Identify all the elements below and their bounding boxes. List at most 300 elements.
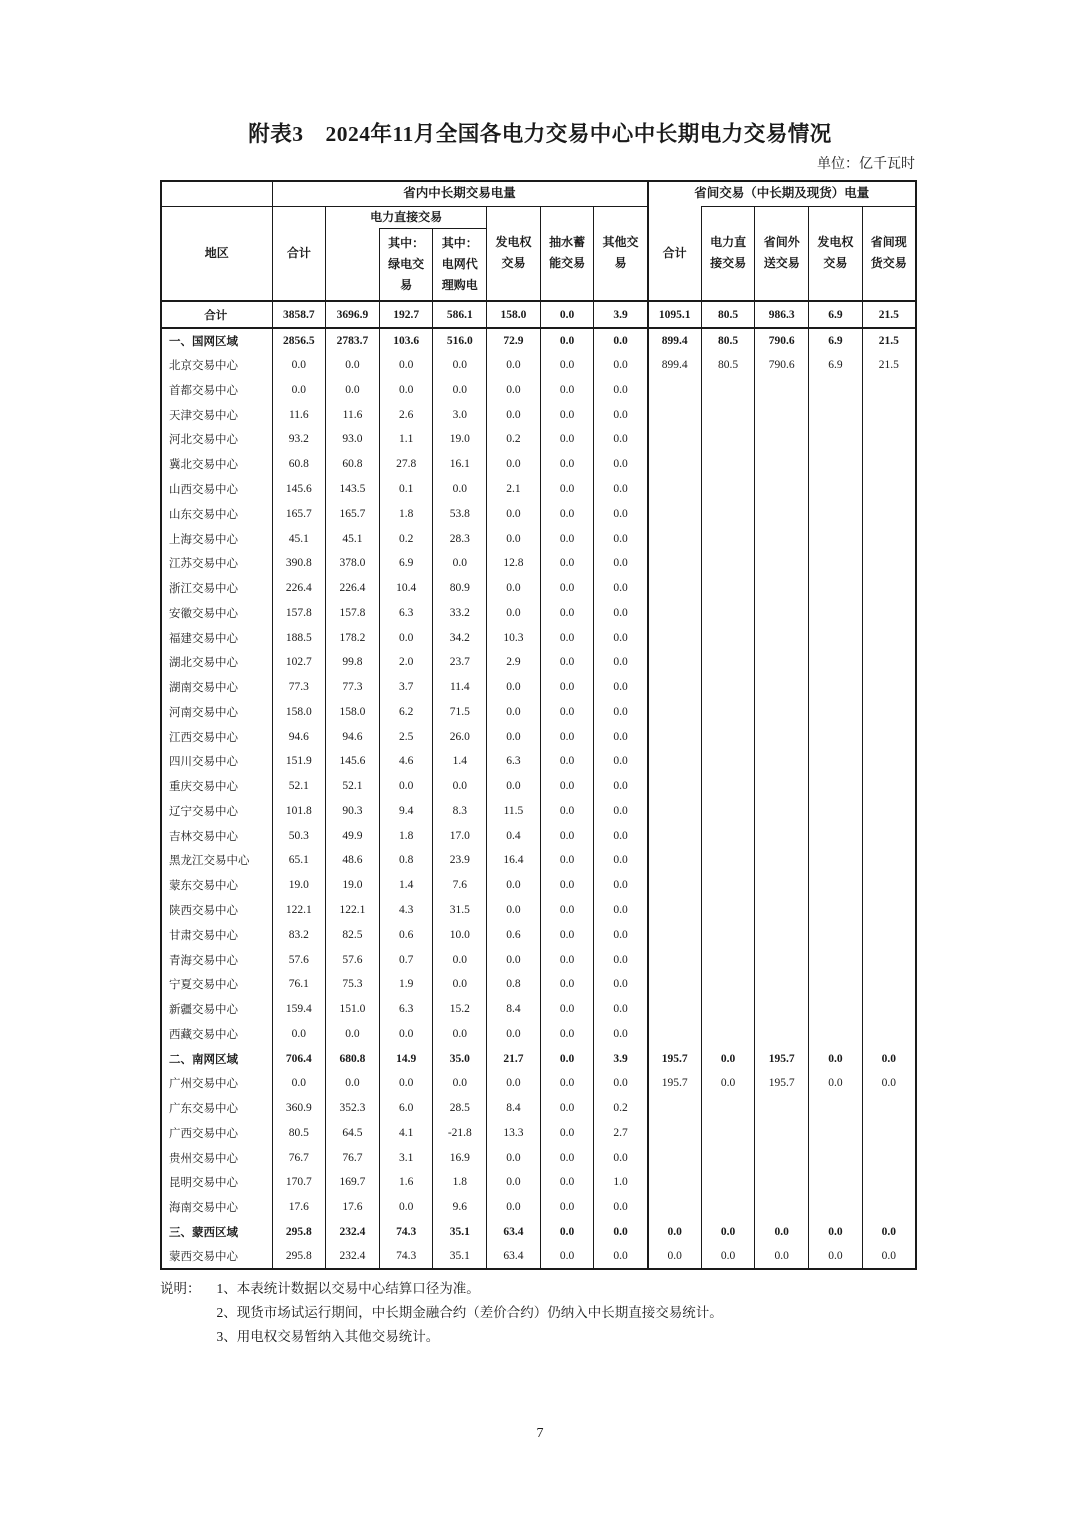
value-cell: 0.0 — [379, 625, 433, 650]
value-cell: 12.8 — [487, 551, 541, 576]
value-cell: 0.0 — [540, 997, 594, 1022]
table-row — [161, 848, 916, 873]
value-cell: 0.0 — [487, 402, 541, 427]
unit-label: 单位：亿千瓦时 — [817, 157, 915, 172]
value-cell — [701, 724, 755, 749]
value-cell: 99.8 — [326, 650, 380, 675]
value-cell: 3.0 — [433, 402, 487, 427]
table-row — [161, 452, 916, 477]
value-cell: 72.9 — [487, 328, 541, 353]
value-cell: 0.0 — [433, 1021, 487, 1046]
value-cell — [755, 402, 809, 427]
value-cell: 0.0 — [540, 1195, 594, 1220]
value-cell — [809, 551, 863, 576]
value-cell — [862, 774, 916, 799]
value-cell — [701, 625, 755, 650]
value-cell: 3858.7 — [272, 301, 326, 328]
value-cell — [701, 997, 755, 1022]
value-cell — [862, 823, 916, 848]
value-cell: 0.0 — [594, 328, 648, 353]
value-cell — [755, 526, 809, 551]
value-cell: 0.0 — [540, 1121, 594, 1146]
value-cell: 0.0 — [809, 1071, 863, 1096]
value-cell: 1.4 — [433, 749, 487, 774]
value-cell — [755, 1096, 809, 1121]
value-cell: 195.7 — [648, 1071, 702, 1096]
value-cell — [701, 600, 755, 625]
value-cell: 0.0 — [540, 1096, 594, 1121]
value-cell: 295.8 — [272, 1220, 326, 1245]
value-cell: 0.0 — [487, 1195, 541, 1220]
value-cell: 178.2 — [326, 625, 380, 650]
value-cell: 0.0 — [540, 848, 594, 873]
value-cell: 0.6 — [379, 922, 433, 947]
value-cell — [755, 898, 809, 923]
value-cell: 0.0 — [379, 1071, 433, 1096]
value-cell: 0.0 — [487, 501, 541, 526]
region-cell: 二、南网区域 — [169, 1053, 238, 1066]
value-cell — [809, 675, 863, 700]
value-cell: 0.0 — [326, 1071, 380, 1096]
region-cell: 青海交易中心 — [169, 954, 238, 967]
value-cell: 680.8 — [326, 1046, 380, 1071]
value-cell: 226.4 — [272, 576, 326, 601]
value-cell: 3.1 — [379, 1145, 433, 1170]
value-cell: 6.0 — [379, 1096, 433, 1121]
power-trading-table — [160, 180, 917, 1270]
value-cell: 0.0 — [487, 947, 541, 972]
value-cell: 0.0 — [487, 1145, 541, 1170]
value-cell: 0.0 — [648, 1244, 702, 1269]
value-cell — [862, 1121, 916, 1146]
value-cell — [701, 898, 755, 923]
value-cell: 57.6 — [272, 947, 326, 972]
value-cell: 11.5 — [487, 799, 541, 824]
table-row — [161, 699, 916, 724]
value-cell: 0.0 — [540, 1220, 594, 1245]
value-cell — [701, 402, 755, 427]
value-cell: 0.0 — [433, 477, 487, 502]
region-cell: 河南交易中心 — [169, 706, 238, 719]
page-number: 7 — [536, 1426, 544, 1441]
value-cell: 94.6 — [326, 724, 380, 749]
value-cell: 0.2 — [487, 427, 541, 452]
value-cell — [809, 749, 863, 774]
value-cell: 93.2 — [272, 427, 326, 452]
value-cell: 31.5 — [433, 898, 487, 923]
value-cell — [701, 947, 755, 972]
value-cell — [701, 1195, 755, 1220]
value-cell: 77.3 — [326, 675, 380, 700]
value-cell — [809, 1021, 863, 1046]
value-cell: 0.0 — [540, 378, 594, 403]
value-cell — [648, 947, 702, 972]
value-cell: 10.0 — [433, 922, 487, 947]
value-cell — [648, 625, 702, 650]
region-cell: 浙江交易中心 — [169, 583, 238, 596]
value-cell: 706.4 — [272, 1046, 326, 1071]
value-cell: 6.9 — [809, 328, 863, 353]
value-cell: 0.0 — [487, 378, 541, 403]
value-cell: 0.0 — [540, 774, 594, 799]
value-cell — [862, 1195, 916, 1220]
value-cell — [809, 1170, 863, 1195]
value-cell: 0.0 — [487, 1021, 541, 1046]
table-row — [161, 724, 916, 749]
value-cell: 0.4 — [487, 823, 541, 848]
value-cell: 169.7 — [326, 1170, 380, 1195]
table-row — [161, 353, 916, 378]
value-cell: 45.1 — [272, 526, 326, 551]
value-cell: 0.0 — [594, 997, 648, 1022]
value-cell: 158.0 — [326, 699, 380, 724]
header-intra-total: 合计 — [272, 206, 326, 301]
value-cell: 6.9 — [809, 353, 863, 378]
value-cell: 0.0 — [272, 1021, 326, 1046]
value-cell: 28.5 — [433, 1096, 487, 1121]
value-cell: 6.9 — [809, 301, 863, 328]
value-cell — [701, 452, 755, 477]
header-intra-direct: 电力直接交易 — [326, 206, 487, 228]
value-cell: 21.7 — [487, 1046, 541, 1071]
value-cell — [701, 774, 755, 799]
value-cell: 0.0 — [540, 922, 594, 947]
value-cell — [809, 799, 863, 824]
header-intra-other: 其他交易 — [594, 206, 648, 301]
value-cell: 83.2 — [272, 922, 326, 947]
value-cell: 0.0 — [540, 1046, 594, 1071]
value-cell — [648, 997, 702, 1022]
value-cell: 63.4 — [487, 1244, 541, 1269]
value-cell — [755, 650, 809, 675]
value-cell: 8.3 — [433, 799, 487, 824]
table-row — [161, 873, 916, 898]
value-cell: 71.5 — [433, 699, 487, 724]
header-inter-group: 省间交易（中长期及现货）电量 — [648, 181, 916, 206]
region-cell: 重庆交易中心 — [169, 781, 238, 794]
header-intra-pumped-storage: 抽水蓄能交易 — [540, 206, 594, 301]
value-cell: 0.0 — [433, 353, 487, 378]
value-cell: 93.0 — [326, 427, 380, 452]
value-cell — [862, 600, 916, 625]
value-cell — [648, 823, 702, 848]
value-cell — [755, 1170, 809, 1195]
value-cell: 50.3 — [272, 823, 326, 848]
value-cell: 0.0 — [540, 1071, 594, 1096]
value-cell: 0.0 — [487, 452, 541, 477]
region-cell: 海南交易中心 — [169, 1202, 238, 1215]
value-cell: 2.1 — [487, 477, 541, 502]
value-cell — [809, 823, 863, 848]
value-cell: 170.7 — [272, 1170, 326, 1195]
value-cell: 195.7 — [755, 1046, 809, 1071]
value-cell — [862, 1096, 916, 1121]
value-cell: 0.0 — [594, 625, 648, 650]
value-cell: 0.0 — [272, 1071, 326, 1096]
value-cell: 0.0 — [594, 848, 648, 873]
region-cell: 湖南交易中心 — [169, 682, 238, 695]
value-cell: 195.7 — [755, 1071, 809, 1096]
value-cell — [648, 1170, 702, 1195]
value-cell — [809, 477, 863, 502]
value-cell: 101.8 — [272, 799, 326, 824]
value-cell — [701, 378, 755, 403]
value-cell — [648, 898, 702, 923]
value-cell: 4.1 — [379, 1121, 433, 1146]
value-cell: 16.9 — [433, 1145, 487, 1170]
value-cell: 0.0 — [594, 1021, 648, 1046]
value-cell: 3.7 — [379, 675, 433, 700]
value-cell: 0.0 — [540, 898, 594, 923]
value-cell: 0.0 — [594, 600, 648, 625]
value-cell — [755, 452, 809, 477]
notes-lines — [217, 1277, 921, 1349]
table-row — [161, 997, 916, 1022]
value-cell — [809, 947, 863, 972]
region-cell: 江苏交易中心 — [169, 558, 238, 571]
value-cell: 17.6 — [272, 1195, 326, 1220]
value-cell — [701, 1021, 755, 1046]
table-row — [161, 1071, 916, 1096]
value-cell: 19.0 — [272, 873, 326, 898]
value-cell: 0.8 — [487, 972, 541, 997]
value-cell: 2.9 — [487, 650, 541, 675]
header-intra-direct-green: 其中：绿电交易 — [379, 228, 433, 301]
value-cell — [809, 774, 863, 799]
value-cell — [755, 625, 809, 650]
value-cell: 74.3 — [379, 1220, 433, 1245]
value-cell: 0.0 — [594, 402, 648, 427]
value-cell: 0.0 — [701, 1244, 755, 1269]
value-cell: 0.0 — [594, 873, 648, 898]
value-cell — [648, 650, 702, 675]
value-cell: 0.0 — [809, 1244, 863, 1269]
value-cell: 232.4 — [326, 1220, 380, 1245]
header-inter-spot: 省间现货交易 — [862, 206, 916, 301]
value-cell — [809, 848, 863, 873]
value-cell — [862, 997, 916, 1022]
value-cell — [648, 402, 702, 427]
value-cell: 0.0 — [540, 353, 594, 378]
value-cell: 0.0 — [540, 402, 594, 427]
value-cell: 26.0 — [433, 724, 487, 749]
value-cell: 0.0 — [540, 1145, 594, 1170]
value-cell: 195.7 — [648, 1046, 702, 1071]
value-cell: 2.0 — [379, 650, 433, 675]
value-cell: 0.0 — [540, 947, 594, 972]
value-cell: 1.1 — [379, 427, 433, 452]
table-body — [161, 301, 916, 1269]
value-cell: 0.0 — [487, 576, 541, 601]
value-cell: 0.0 — [487, 774, 541, 799]
region-cell: 贵州交易中心 — [169, 1152, 238, 1165]
table-row — [161, 576, 916, 601]
value-cell: 0.0 — [540, 501, 594, 526]
header-intra-direct-spacer — [326, 228, 380, 301]
value-cell — [648, 922, 702, 947]
value-cell: 0.0 — [594, 724, 648, 749]
region-cell: 河北交易中心 — [169, 434, 238, 447]
value-cell: 0.0 — [433, 972, 487, 997]
value-cell — [809, 1195, 863, 1220]
value-cell — [701, 749, 755, 774]
header-region: 地区 — [161, 206, 272, 301]
value-cell: 0.0 — [594, 1145, 648, 1170]
value-cell: 3696.9 — [326, 301, 380, 328]
value-cell — [809, 576, 863, 601]
value-cell: 0.0 — [540, 873, 594, 898]
value-cell: 0.0 — [594, 1071, 648, 1096]
value-cell — [755, 1145, 809, 1170]
value-cell — [701, 1121, 755, 1146]
value-cell: 57.6 — [326, 947, 380, 972]
value-cell: 0.2 — [594, 1096, 648, 1121]
table-header — [161, 181, 916, 301]
value-cell: 0.0 — [540, 328, 594, 353]
value-cell: 360.9 — [272, 1096, 326, 1121]
notes-label: 说明： — [160, 1281, 201, 1296]
value-cell: 80.9 — [433, 576, 487, 601]
value-cell: 0.0 — [272, 353, 326, 378]
value-cell: 75.3 — [326, 972, 380, 997]
value-cell: 0.0 — [540, 724, 594, 749]
value-cell: 102.7 — [272, 650, 326, 675]
value-cell: 4.6 — [379, 749, 433, 774]
value-cell: 28.3 — [433, 526, 487, 551]
value-cell: 0.0 — [594, 551, 648, 576]
table-row — [161, 774, 916, 799]
value-cell — [755, 972, 809, 997]
value-cell: 23.9 — [433, 848, 487, 873]
value-cell — [862, 501, 916, 526]
value-cell: 0.0 — [540, 823, 594, 848]
value-cell — [755, 699, 809, 724]
value-cell: 0.0 — [594, 526, 648, 551]
table-row — [161, 301, 916, 328]
value-cell — [648, 378, 702, 403]
value-cell — [648, 501, 702, 526]
value-cell: -21.8 — [433, 1121, 487, 1146]
value-cell: 390.8 — [272, 551, 326, 576]
value-cell: 0.0 — [487, 600, 541, 625]
value-cell: 0.0 — [594, 650, 648, 675]
value-cell: 0.0 — [540, 1170, 594, 1195]
value-cell — [648, 972, 702, 997]
value-cell — [862, 526, 916, 551]
value-cell: 232.4 — [326, 1244, 380, 1269]
header-inter-outbound: 省间外送交易 — [755, 206, 809, 301]
value-cell: 0.0 — [379, 1195, 433, 1220]
value-cell — [755, 675, 809, 700]
value-cell: 74.3 — [379, 1244, 433, 1269]
table-row — [161, 501, 916, 526]
value-cell — [755, 873, 809, 898]
value-cell: 80.5 — [701, 328, 755, 353]
value-cell: 0.0 — [487, 1071, 541, 1096]
value-cell — [755, 1021, 809, 1046]
value-cell — [755, 947, 809, 972]
value-cell: 17.6 — [326, 1195, 380, 1220]
value-cell: 35.0 — [433, 1046, 487, 1071]
value-cell: 0.0 — [755, 1244, 809, 1269]
value-cell: 2856.5 — [272, 328, 326, 353]
region-cell: 冀北交易中心 — [169, 459, 238, 472]
value-cell: 0.0 — [594, 699, 648, 724]
value-cell — [648, 452, 702, 477]
table-row — [161, 600, 916, 625]
value-cell: 0.0 — [594, 749, 648, 774]
value-cell — [809, 898, 863, 923]
value-cell: 8.4 — [487, 997, 541, 1022]
value-cell: 23.7 — [433, 650, 487, 675]
value-cell: 16.1 — [433, 452, 487, 477]
value-cell: 0.0 — [540, 1021, 594, 1046]
value-cell — [809, 1121, 863, 1146]
table-row — [161, 1121, 916, 1146]
value-cell: 64.5 — [326, 1121, 380, 1146]
value-cell: 0.0 — [540, 452, 594, 477]
value-cell: 0.0 — [594, 576, 648, 601]
table-row — [161, 947, 916, 972]
value-cell — [755, 749, 809, 774]
value-cell — [755, 799, 809, 824]
table-row — [161, 1096, 916, 1121]
value-cell — [862, 477, 916, 502]
value-cell: 145.6 — [272, 477, 326, 502]
value-cell: 8.4 — [487, 1096, 541, 1121]
value-cell: 0.0 — [540, 699, 594, 724]
value-cell: 0.2 — [379, 526, 433, 551]
value-cell — [809, 922, 863, 947]
value-cell: 0.0 — [701, 1220, 755, 1245]
value-cell: 76.7 — [272, 1145, 326, 1170]
value-cell — [701, 427, 755, 452]
header-intra-group: 省内中长期交易电量 — [272, 181, 648, 206]
value-cell — [862, 724, 916, 749]
value-cell: 80.5 — [272, 1121, 326, 1146]
region-cell: 首都交易中心 — [169, 384, 238, 397]
value-cell: 1.8 — [433, 1170, 487, 1195]
value-cell: 27.8 — [379, 452, 433, 477]
region-cell: 四川交易中心 — [169, 756, 238, 769]
value-cell: 14.9 — [379, 1046, 433, 1071]
value-cell — [701, 650, 755, 675]
value-cell — [755, 427, 809, 452]
header-intra-generation-rights: 发电权交易 — [487, 206, 541, 301]
table-row — [161, 823, 916, 848]
value-cell — [809, 650, 863, 675]
value-cell: 165.7 — [326, 501, 380, 526]
region-cell: 陕西交易中心 — [169, 904, 238, 917]
value-cell: 35.1 — [433, 1220, 487, 1245]
value-cell — [648, 1195, 702, 1220]
value-cell: 0.0 — [379, 378, 433, 403]
value-cell — [862, 799, 916, 824]
value-cell: 0.0 — [540, 799, 594, 824]
note-line: 1、本表统计数据以交易中心结算口径为准。 — [216, 1281, 480, 1296]
value-cell — [648, 848, 702, 873]
value-cell: 76.7 — [326, 1145, 380, 1170]
region-cell: 蒙东交易中心 — [169, 880, 238, 893]
value-cell: 0.0 — [540, 427, 594, 452]
value-cell: 0.0 — [487, 898, 541, 923]
value-cell: 45.1 — [326, 526, 380, 551]
value-cell — [648, 799, 702, 824]
region-cell: 新疆交易中心 — [169, 1004, 238, 1017]
region-cell: 一、国网区域 — [169, 335, 238, 348]
value-cell — [701, 972, 755, 997]
value-cell: 0.0 — [487, 353, 541, 378]
